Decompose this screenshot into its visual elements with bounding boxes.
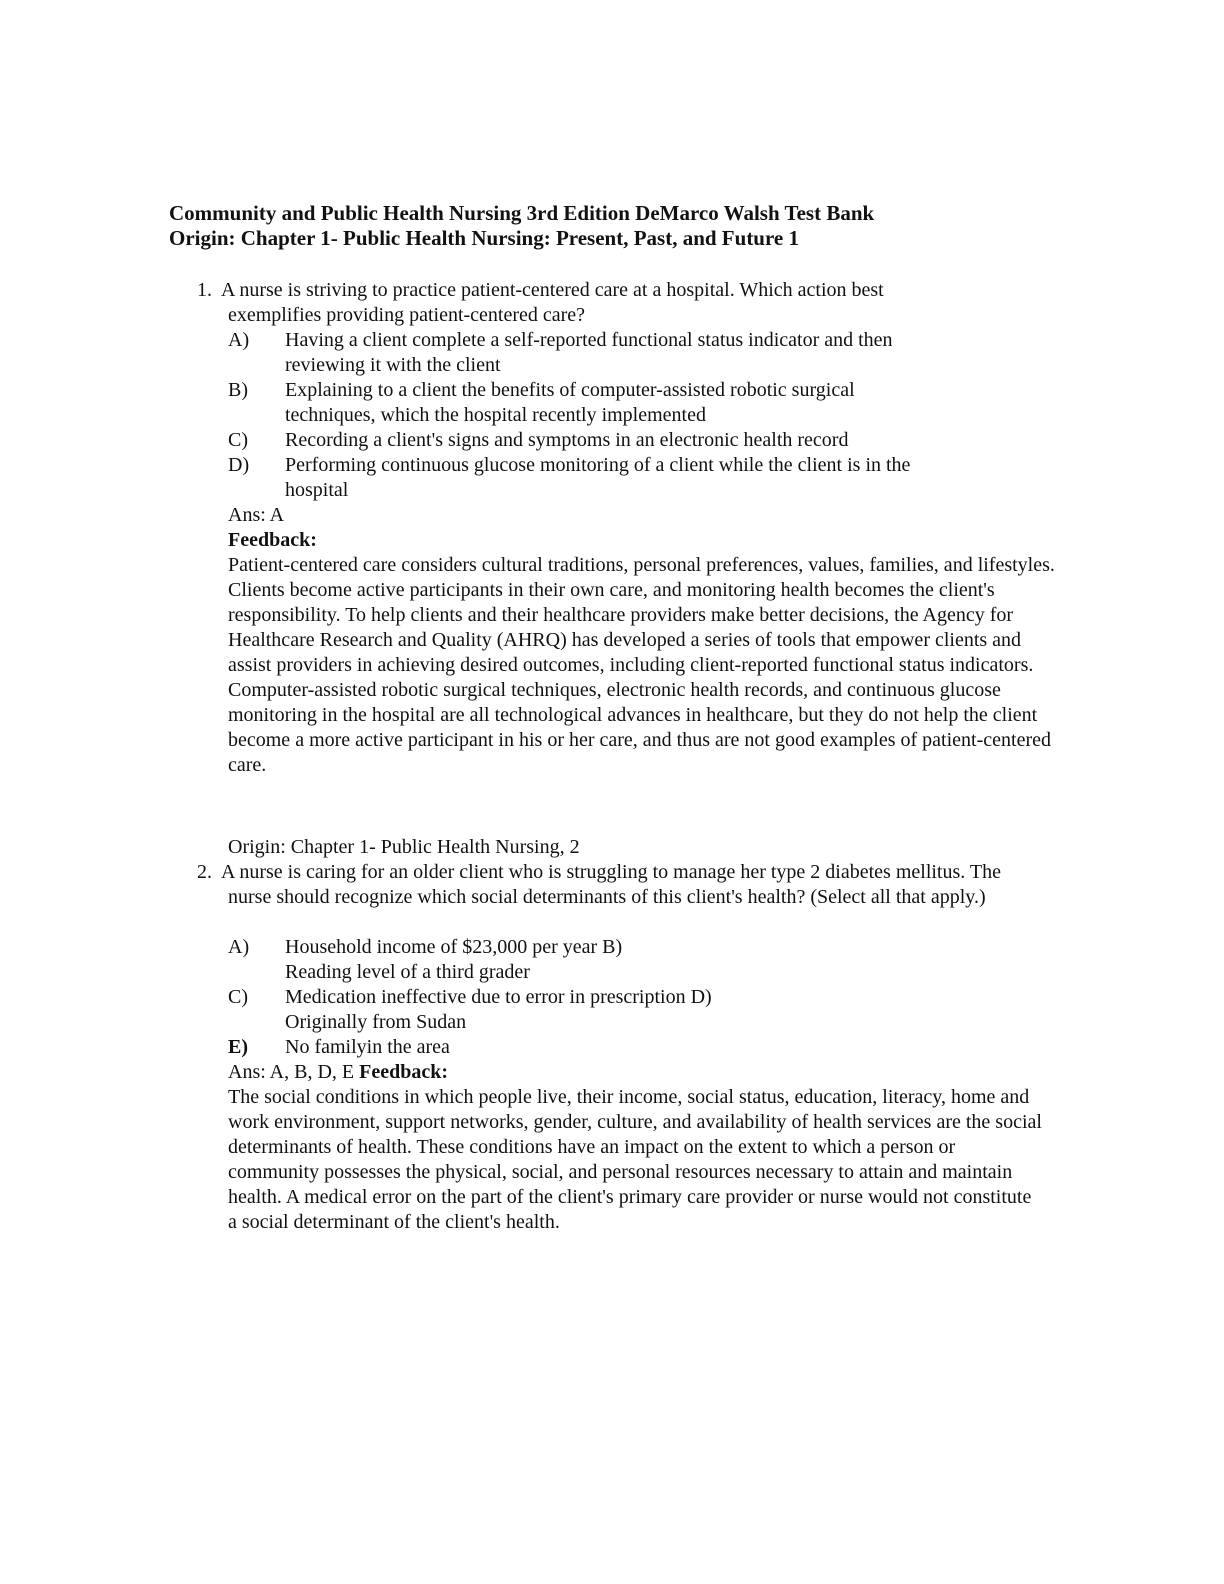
feedback-label: Feedback: xyxy=(228,529,317,551)
option-text: Having a client complete a self-reported functional status indicator and then reviewing it with the client xyxy=(285,329,893,376)
option-text: Household income of $23,000 per year B) Reading level of a third grader xyxy=(285,936,623,983)
feedback-label: Feedback: xyxy=(359,1061,449,1083)
question-number: 2. xyxy=(197,861,212,883)
option-letter: C) xyxy=(228,429,248,451)
feedback-text: The social conditions in which people live, their income, social status, education, literacy, home and work environment, support networks, gender, culture, and availability of health services are the social determinants of health. These conditions have an impact on the extent to which a person or community possesses the physical, social, and personal resources necessary to attain and maintain health. A medical error on the part of the client's primary care provider or nurse would not constitute a social determinant of the client's health. xyxy=(228,1086,1042,1233)
document-origin-heading: Origin: Chapter 1- Public Health Nursing: Present, Past, and Future 1 xyxy=(169,226,799,250)
option-text: Performing continuous glucose monitoring of a client while the client is in the hospital xyxy=(285,454,911,501)
answer-line: Ans: A xyxy=(228,504,285,526)
option-letter: A) xyxy=(228,329,250,351)
option-text: No familyin the area xyxy=(285,1036,450,1058)
option-text: Medication ineffective due to error in prescription D) Originally from Sudan xyxy=(285,986,712,1033)
question-number: 1. xyxy=(197,279,212,301)
answer-text: Ans: A, B, D, E xyxy=(228,1061,355,1083)
feedback-text: Patient-centered care considers cultural traditions, personal preferences, values, families, and lifestyles. Clients become active participants in their own care, and monitoring health becomes the client's responsibility. To help clients and their healthcare providers make better decisions, the Agency for Healthcare Research and Quality (AHRQ) has developed a series of tools that empower clients and assist providers in achieving desired outcomes, including client-reported functional status indicators. Computer-assisted robotic surgical techniques, electronic health records, and continuous glucose monitoring in the hospital are all technological advances in healthcare, but they do not help the client become a more active participant in his or her care, and thus are not good examples of patient-centered care. xyxy=(228,554,1055,776)
option-text: Recording a client's signs and symptoms in an electronic health record xyxy=(285,429,849,451)
option-text: Explaining to a client the benefits of computer-assisted robotic surgical techniques, which the hospital recently implemented xyxy=(285,379,855,426)
answer-line xyxy=(228,1060,448,1085)
document-title: Community and Public Health Nursing 3rd Edition DeMarco Walsh Test Bank xyxy=(169,201,875,225)
question-text: A nurse is striving to practice patient-centered care at a hospital. Which action best exemplifies providing patient-centered care? xyxy=(221,279,884,326)
option-letter: B) xyxy=(228,379,248,401)
question-origin: Origin: Chapter 1- Public Health Nursing, 2 xyxy=(228,836,580,858)
question-text: A nurse is caring for an older client who is struggling to manage her type 2 diabetes mellitus. The nurse should recognize which social determinants of this client's health? (Select all that apply.) xyxy=(221,861,1001,908)
option-letter: D) xyxy=(228,454,250,476)
option-letter: C) xyxy=(228,986,248,1008)
option-letter: A) xyxy=(228,936,250,958)
option-letter: E) xyxy=(228,1036,248,1058)
